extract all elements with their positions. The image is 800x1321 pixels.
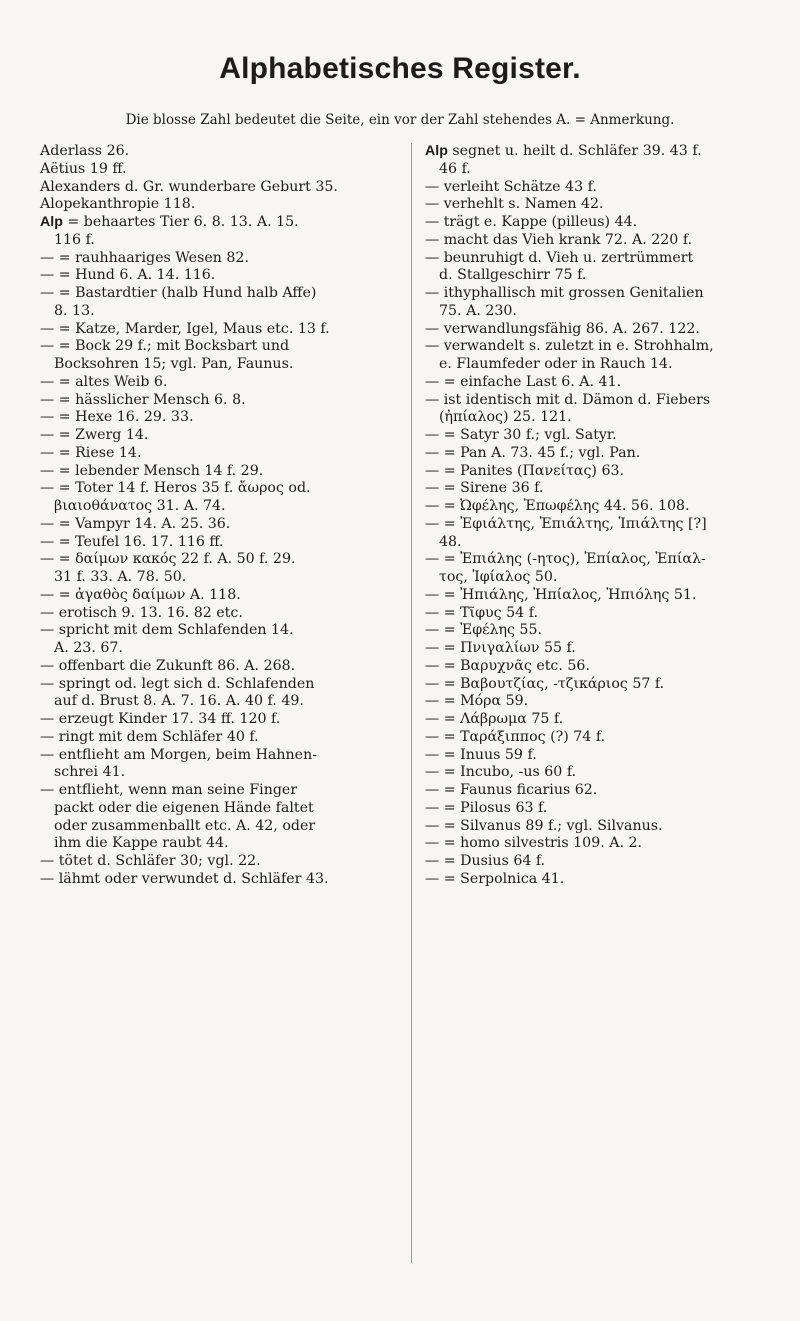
register-line: — = Zwerg 14.	[40, 427, 149, 443]
register-line: — lähmt oder verwundet d. Schläfer 43.	[40, 870, 329, 887]
register-line: — verhehlt s. Namen 42.	[425, 196, 604, 213]
register-line: — = Pan A. 73. 45 f.; vgl. Pan.	[425, 444, 641, 461]
left-column	[40, 143, 406, 889]
register-line: — ringt mit dem Schläfer 40 f.	[40, 728, 259, 745]
register-line: — ist identisch mit d. Dämon d. Fiebers	[425, 391, 711, 408]
page-subtitle: Die blosse Zahl bedeutet die Seite, ein vor der Zahl stehendes A. = Anmerkung.	[125, 112, 675, 128]
register-line: Bocksohren 15; vgl. Pan, Faunus.	[54, 356, 294, 372]
register-line: — = lebender Mensch 14 f. 29.	[40, 462, 264, 479]
register-line: — = Dusius 64 f.	[425, 853, 546, 869]
register-line: — = Ὠφέλης, Ἐπωφέλης 44. 56. 108.	[425, 498, 690, 514]
register-line: — offenbart die Zukunft 86. A. 268.	[40, 657, 296, 674]
register-line: — = Toter 14 f. Heros 35 f. ἄωρος od.	[40, 480, 311, 497]
register-line: — entflieht am Morgen, beim Hahnen-	[40, 746, 317, 763]
register-line: — = Λάβρωμα 75 f.	[425, 711, 564, 727]
register-line: βιαιοθάνατος 31. A. 74.	[54, 498, 226, 514]
register-line: — = Hexe 16. 29. 33.	[40, 409, 194, 426]
register-line: — macht das Vieh krank 72. A. 220 f.	[425, 231, 693, 248]
register-line: τος, Ἰφίαλος 50.	[439, 569, 558, 585]
register-line: — verwandelt s. zuletzt in e. Strohhalm,	[425, 338, 714, 355]
register-line: — = Teufel 16. 17. 116 ff.	[40, 533, 224, 550]
register-line: — tötet d. Schläfer 30; vgl. 22.	[40, 853, 261, 869]
register-line: — = Silvanus 89 f.; vgl. Silvanus.	[425, 817, 663, 834]
register-line: Aderlass 26.	[40, 143, 130, 159]
register-line: — = Bock 29 f.; mit Bocksbart und	[40, 338, 290, 355]
register-line: — springt od. legt sich d. Schlafenden	[40, 675, 315, 692]
register-line: — = ἀγαθὸς δαίμων A. 118.	[40, 586, 241, 603]
register-line: — trägt e. Kappe (pilleus) 44.	[425, 214, 638, 230]
register-line: e. Flaumfeder oder in Rauch 14.	[439, 356, 673, 372]
register-line: — = Τῖφυς 54 f.	[425, 604, 538, 621]
register-line: Alp segnet u. heilt d. Schläfer 39. 43 f.	[425, 143, 702, 159]
register-line: — = Incubo, -us 60 f.	[425, 764, 577, 781]
register-line: — = Vampyr 14. A. 25. 36.	[40, 515, 231, 532]
register-line: — = rauhhaariges Wesen 82.	[40, 249, 249, 266]
register-line: ihm die Kappe raubt 44.	[54, 835, 229, 852]
register-line: — = einfache Last 6. A. 41.	[425, 373, 622, 390]
register-line: (ἠπίαλος) 25. 121.	[439, 409, 572, 426]
register-line: packt oder die eigenen Hände faltet	[54, 799, 314, 816]
register-line: — verleiht Schätze 43 f.	[425, 178, 597, 195]
register-line: — = Hund 6. A. 14. 116.	[40, 267, 216, 284]
register-line: — = Sirene 36 f.	[425, 480, 544, 497]
column-divider	[411, 143, 412, 1263]
register-line: 48.	[439, 533, 462, 550]
register-line: Alp = behaartes Tier 6. 8. 13. A. 15.	[40, 214, 299, 230]
register-line: — = Satyr 30 f.; vgl. Satyr.	[425, 427, 617, 443]
register-line: A. 23. 67.	[54, 640, 123, 656]
register-line: — = Bastardtier (halb Hund halb Affe)	[40, 285, 317, 301]
register-line: — = Inuus 59 f.	[425, 746, 537, 763]
register-line: Aëtius 19 ff.	[40, 160, 127, 177]
register-line: — = Riese 14.	[40, 444, 142, 461]
register-line: — = Faunus ficarius 62.	[425, 782, 598, 798]
register-line: — spricht mit dem Schlafenden 14.	[40, 622, 294, 639]
register-line: — = hässlicher Mensch 6. 8.	[40, 391, 246, 408]
register-line: auf d. Brust 8. A. 7. 16. A. 40 f. 49.	[54, 693, 304, 710]
register-line: — = Ταράξιππος (?) 74 f.	[425, 728, 606, 745]
register-line: — = homo silvestris 109. A. 2.	[425, 835, 643, 852]
register-line: schrei 41.	[54, 764, 126, 781]
register-line: 31 f. 33. A. 78. 50.	[54, 569, 187, 585]
register-line: Alexanders d. Gr. wunderbare Geburt 35.	[40, 178, 338, 195]
page-title: Alphabetisches Register.	[219, 52, 581, 85]
register-line: — erotisch 9. 13. 16. 82 etc.	[40, 604, 243, 621]
register-line: — = Panites (Πανείτας) 63.	[425, 462, 625, 479]
register-line: — erzeugt Kinder 17. 34 ff. 120 f.	[40, 711, 281, 727]
register-line: — = Βαβουτζίας, -τζικάριος 57 f.	[425, 675, 665, 692]
register-line: — = Ἐφέλης 55.	[425, 622, 542, 639]
right-column	[425, 143, 775, 889]
register-line: — = δαίμων κακός 22 f. A. 50 f. 29.	[40, 551, 296, 568]
register-line: — entflieht, wenn man seine Finger	[40, 782, 298, 798]
register-line: — ithyphallisch mit grossen Genitalien	[425, 285, 704, 301]
register-line: — = Πνιγαλίων 55 f.	[425, 640, 576, 656]
register-line: — = Katze, Marder, Igel, Maus etc. 13 f.	[40, 320, 330, 337]
register-line: 116 f.	[54, 231, 95, 248]
register-line: — = Ἠπιάλης, Ἠπίαλος, Ἠπιόλης 51.	[425, 586, 697, 603]
register-line: — = Ἐπιάλης (-ητος), Ἐπίαλος, Ἐπίαλ-	[425, 551, 706, 568]
register-line: — = Pilosus 63 f.	[425, 799, 548, 816]
register-line: — = Ἐφιάλτης, Ἐπιάλτης, Ἱπιάλτης [?]	[425, 515, 707, 532]
register-line: — verwandlungsfähig 86. A. 267. 122.	[425, 320, 700, 337]
register-line: oder zusammenballt etc. A. 42, oder	[54, 817, 316, 834]
register-line: — = altes Weib 6.	[40, 373, 168, 390]
register-line: Alopekanthropie 118.	[40, 196, 196, 213]
register-line: 8. 13.	[54, 302, 95, 319]
register-line: — = Μόρα 59.	[425, 693, 529, 710]
register-line: — beunruhigt d. Vieh u. zertrümmert	[425, 249, 694, 266]
register-line: d. Stallgeschirr 75 f.	[439, 267, 587, 284]
register-line: — = Serpolnica 41.	[425, 870, 565, 887]
register-line: 46 f.	[439, 160, 471, 177]
register-line: — = Βαρυχνᾶς etc. 56.	[425, 657, 590, 674]
register-line: 75. A. 230.	[439, 302, 517, 319]
